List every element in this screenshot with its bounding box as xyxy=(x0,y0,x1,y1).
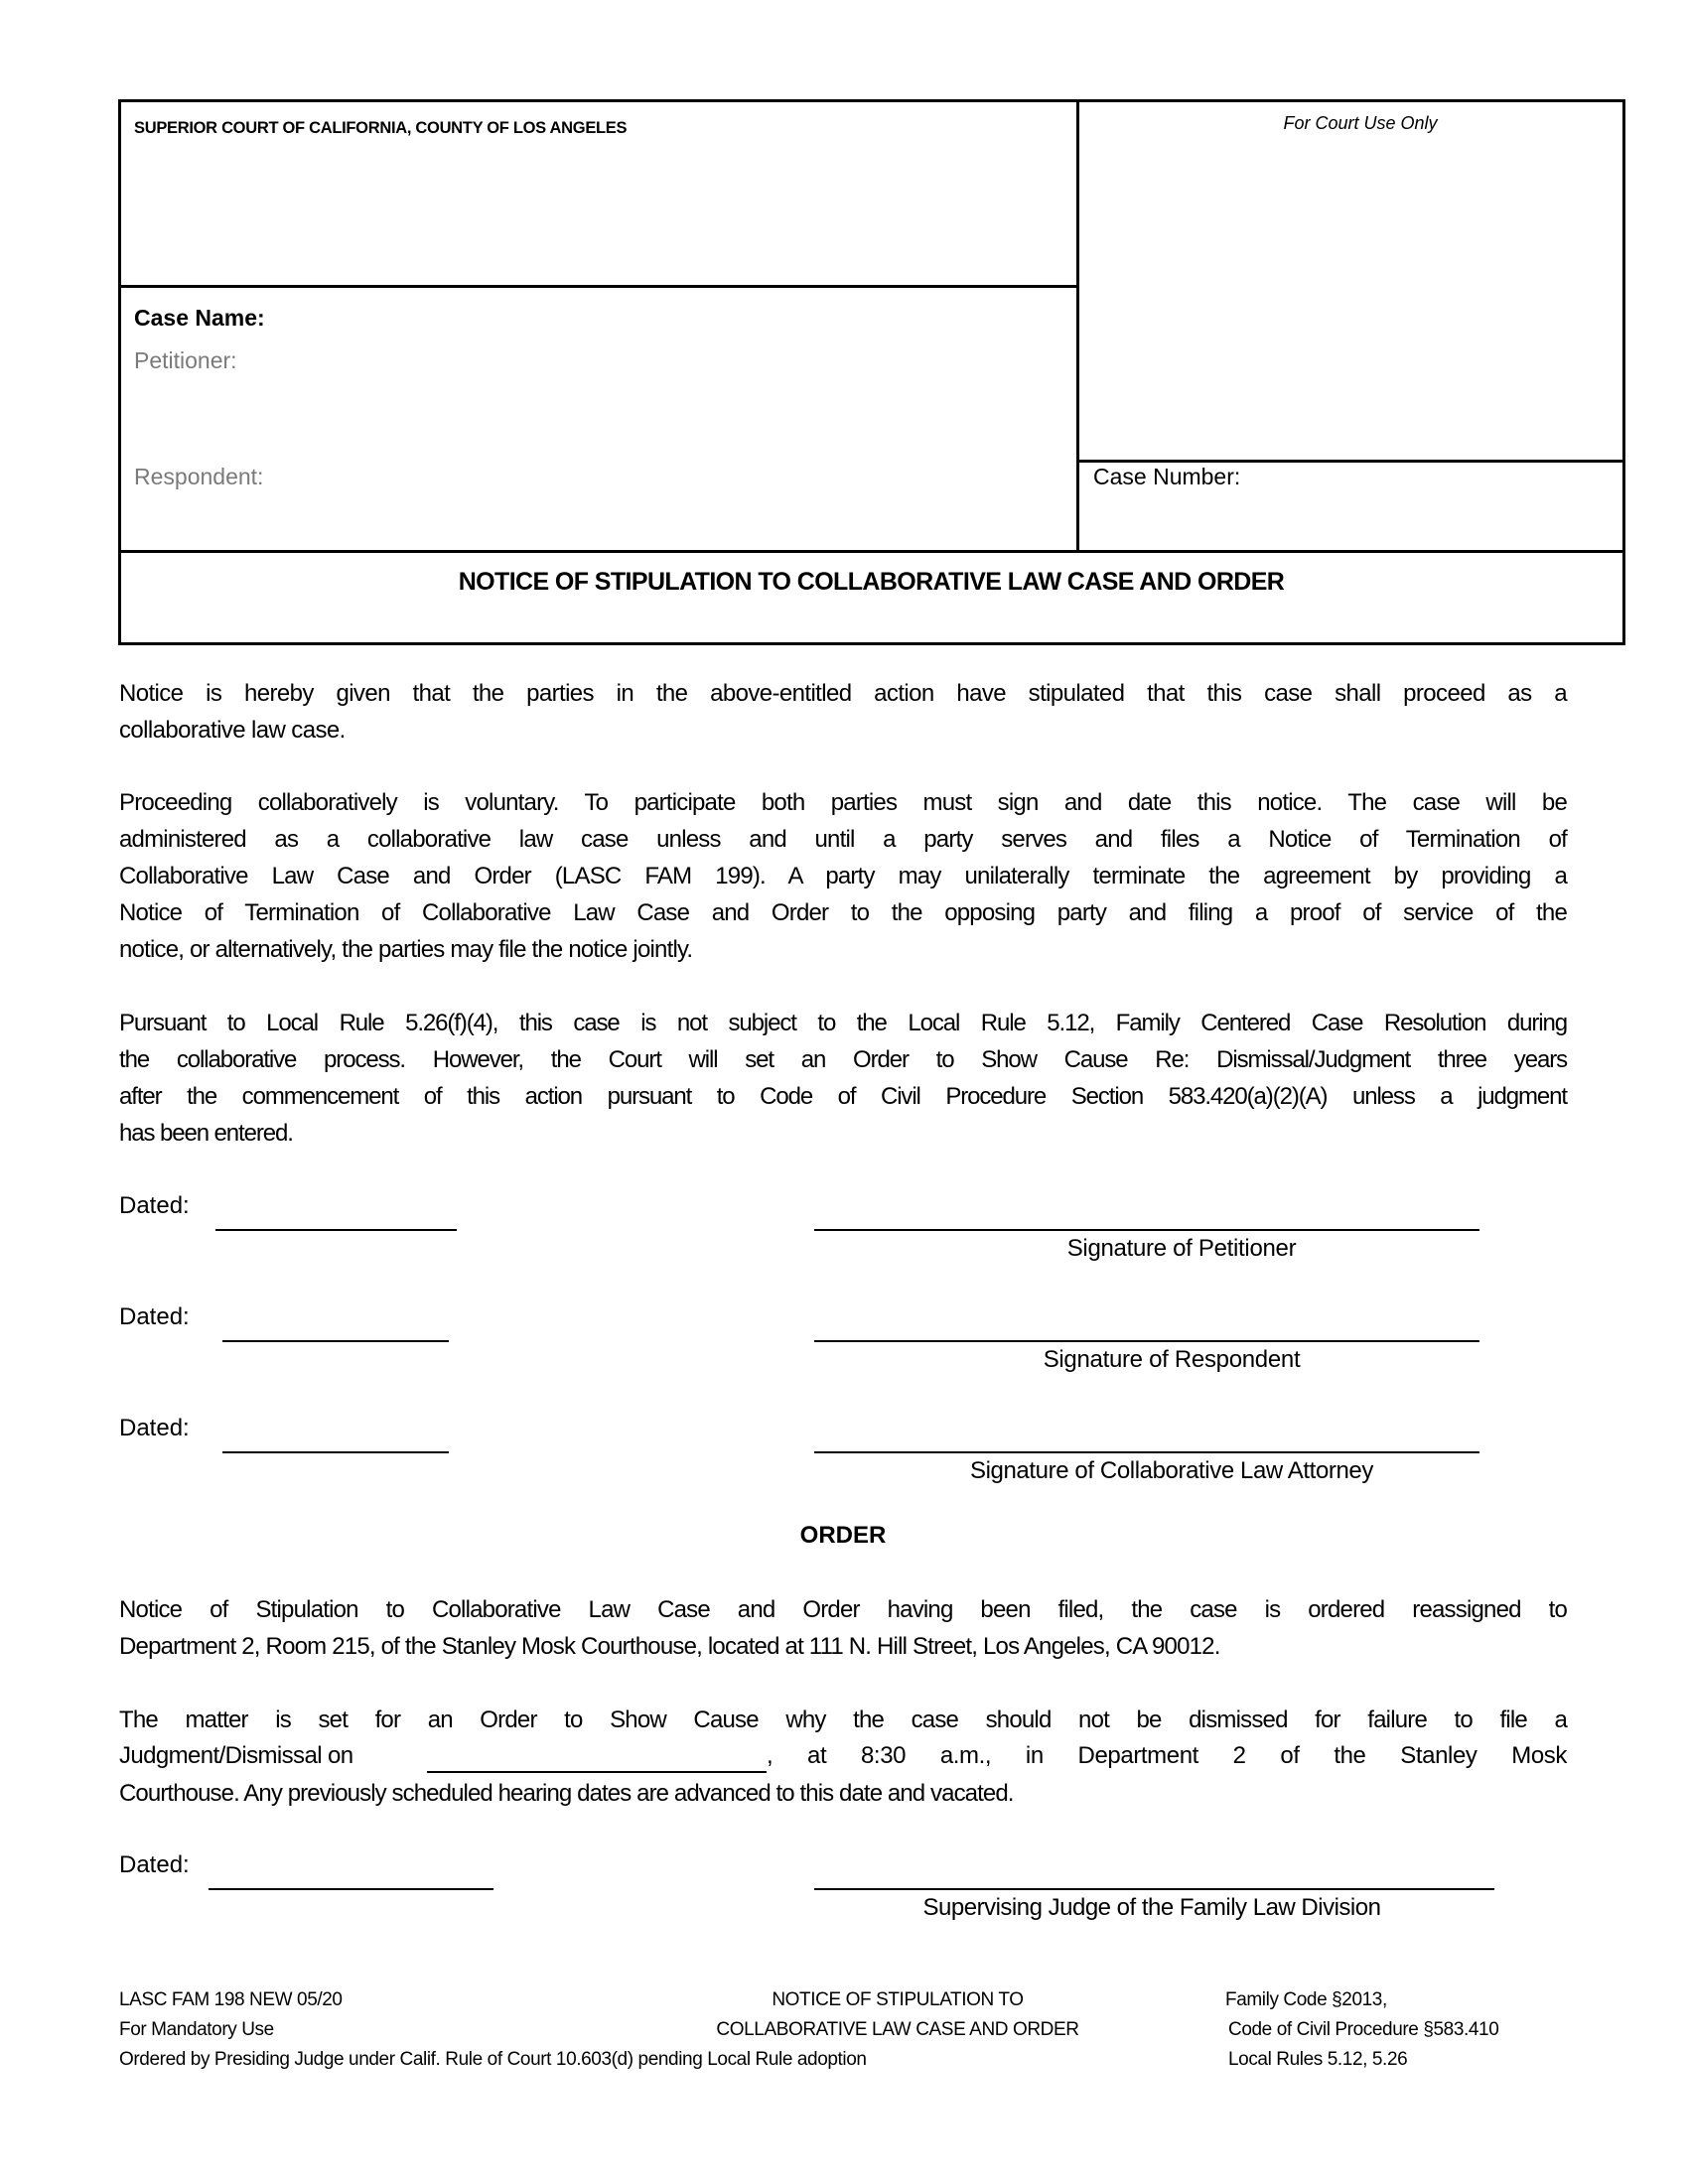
paragraph-line: notice, or alternatively, the parties may file the notice jointly. xyxy=(119,936,693,963)
signature-field-respondent[interactable] xyxy=(814,1298,1479,1328)
court-name-divider xyxy=(118,285,1077,288)
court-use-divider xyxy=(1076,460,1625,463)
paragraph-line: the collaborative process. However, the Court will set an Order to Show Cause Re: Dismissal/Judgment three years xyxy=(119,1046,1567,1073)
osc-hearing-date-field[interactable] xyxy=(427,1739,767,1769)
petitioner-label[interactable]: Petitioner: xyxy=(134,347,237,373)
footer-civil-procedure: Code of Civil Procedure §583.410 xyxy=(1228,2019,1499,2040)
dated-field-attorney[interactable] xyxy=(222,1410,449,1439)
caption-column-divider xyxy=(1076,99,1079,553)
osc-line-prefix: Judgment/Dismissal on xyxy=(119,1742,353,1769)
dated-label: Dated: xyxy=(119,1303,190,1330)
dated-underline xyxy=(222,1340,449,1342)
paragraph-line: has been entered. xyxy=(119,1120,293,1147)
dated-underline xyxy=(222,1451,449,1453)
respondent-label[interactable]: Respondent: xyxy=(134,464,264,489)
case-name-label: Case Name: xyxy=(134,305,265,331)
signature-underline xyxy=(814,1451,1479,1453)
paragraph-line: after the commencement of this action pursuant to Code of Civil Procedure Section 583.420(a)(2)(A) unless a judgment xyxy=(119,1083,1567,1110)
footer-mandatory-use: For Mandatory Use xyxy=(119,2019,274,2040)
title-divider xyxy=(118,550,1625,553)
paragraph-line: Courthouse. Any previously scheduled hearing dates are advanced to this date and vacated. xyxy=(119,1780,1014,1807)
osc-hearing-date-underline xyxy=(427,1771,767,1773)
paragraph-line: The matter is set for an Order to Show Cause why the case should not be dismissed for failure to file a xyxy=(119,1706,1567,1733)
dated-field-petitioner[interactable] xyxy=(215,1187,457,1217)
footer-local-rules: Local Rules 5.12, 5.26 xyxy=(1228,2049,1408,2070)
signature-label-attorney: Signature of Collaborative Law Attorney xyxy=(970,1457,1373,1484)
court-name: SUPERIOR COURT OF CALIFORNIA, COUNTY OF LOS ANGELES xyxy=(134,119,628,137)
footer-ordered-by: Ordered by Presiding Judge under Calif. Rule of Court 10.603(d) pending Local Rule adoption xyxy=(119,2049,867,2070)
dated-underline xyxy=(215,1229,457,1231)
form-title: NOTICE OF STIPULATION TO COLLABORATIVE LAW CASE AND ORDER xyxy=(458,568,1285,596)
paragraph-line: collaborative law case. xyxy=(119,717,346,744)
judge-dated-field[interactable] xyxy=(209,1846,493,1876)
signature-field-attorney[interactable] xyxy=(814,1410,1479,1439)
caption-box xyxy=(118,99,1625,645)
footer-title-line-2: COLLABORATIVE LAW CASE AND ORDER xyxy=(716,2019,1079,2040)
signature-label-respondent: Signature of Respondent xyxy=(1043,1346,1301,1373)
signature-underline xyxy=(814,1340,1479,1342)
footer-form-number: LASC FAM 198 NEW 05/20 xyxy=(119,1989,343,2010)
paragraph-line: Notice of Stipulation to Collaborative Law Case and Order having been filed, the case is ordered reassigned to xyxy=(119,1596,1567,1623)
osc-line-suffix: , at 8:30 a.m., in Department 2 of the Stanley Mosk xyxy=(767,1742,1567,1769)
signature-underline xyxy=(814,1888,1494,1890)
dated-label: Dated: xyxy=(119,1192,190,1219)
signature-field-petitioner[interactable] xyxy=(814,1187,1479,1217)
paragraph-line: Notice of Termination of Collaborative Law Case and Order to the opposing party and filing a proof of service of the xyxy=(119,899,1567,926)
judge-signature-label: Supervising Judge of the Family Law Division xyxy=(922,1894,1381,1921)
paragraph-line: Pursuant to Local Rule 5.26(f)(4), this case is not subject to the Local Rule 5.12, Family Centered Case Resolution during xyxy=(119,1010,1567,1036)
footer-family-code: Family Code §2013, xyxy=(1225,1989,1387,2010)
dated-label: Dated: xyxy=(119,1415,190,1441)
dated-underline xyxy=(209,1888,493,1890)
paragraph-line: Department 2, Room 215, of the Stanley Mosk Courthouse, located at 111 N. Hill Street, Los Angeles, CA 90012. xyxy=(119,1633,1220,1660)
signature-label-petitioner: Signature of Petitioner xyxy=(1066,1235,1297,1262)
dated-field-respondent[interactable] xyxy=(222,1298,449,1328)
paragraph-line: Proceeding collaboratively is voluntary. To participate both parties must sign and date this notice. The case will be xyxy=(119,789,1567,816)
paragraph-line: Collaborative Law Case and Order (LASC FAM 199). A party may unilaterally terminate the agreement by providing a xyxy=(119,863,1567,889)
order-heading: ORDER xyxy=(799,1522,887,1549)
footer-title-line-1: NOTICE OF STIPULATION TO xyxy=(772,1989,1024,2010)
case-number-label[interactable]: Case Number: xyxy=(1093,464,1241,489)
dated-label: Dated: xyxy=(119,1851,190,1878)
signature-underline xyxy=(814,1229,1479,1231)
court-use-only-label: For Court Use Only xyxy=(1283,113,1438,133)
paragraph-line: Notice is hereby given that the parties in the above-entitled action have stipulated that this case shall proceed as a xyxy=(119,680,1567,707)
paragraph-line: administered as a collaborative law case unless and until a party serves and files a Notice of Termination of xyxy=(119,826,1567,853)
judge-signature-field[interactable] xyxy=(814,1846,1494,1876)
